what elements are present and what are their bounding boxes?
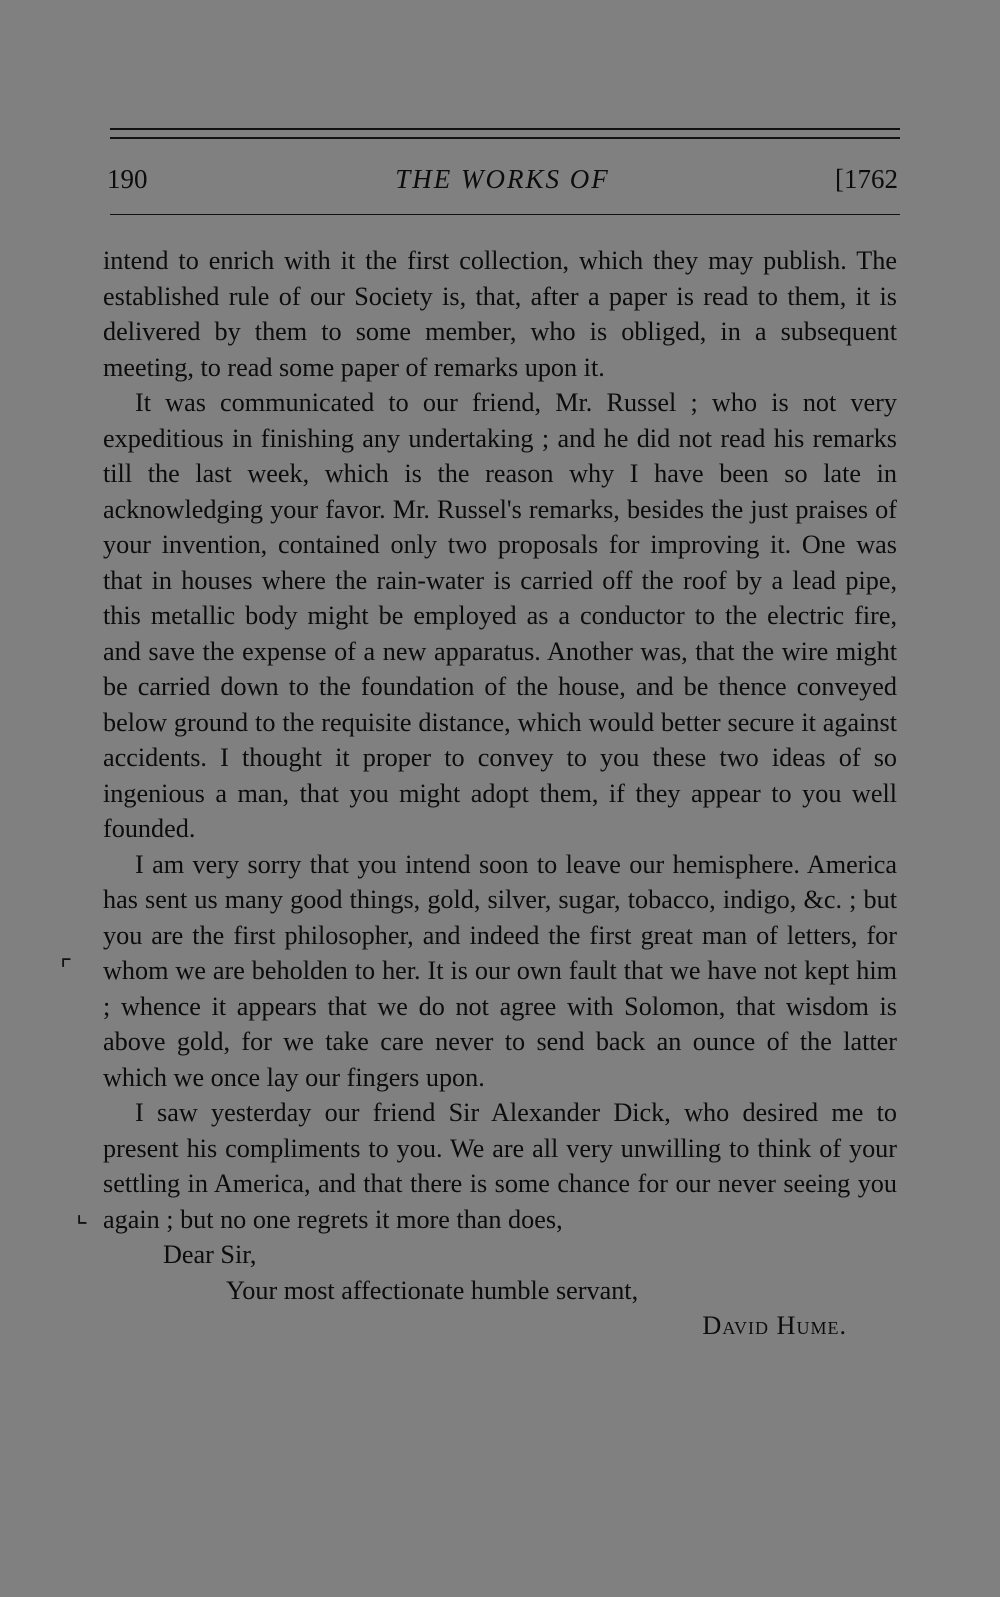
running-head [105,160,900,200]
signature: David Hume. [702,1311,847,1340]
running-year: [1762 [835,164,898,194]
salutation: Dear Sir, [163,1240,257,1269]
closing: Your most affectionate humble servant, [226,1275,639,1305]
letter-body [103,243,897,1344]
paragraph-2: It was communicated to our friend, Mr. Russel ; who is not very expeditious in finishing any undertaking ; and he did not read his remarks till the last week, which is the reason why I have been so late in acknowledging your favor. Mr. Russel's remarks, besides the just praises of your invention, contained only two proposals for improving it. One was that in houses where the rain-water is carried off the roof by a lead pipe, this metallic body might be employed as a conductor to the electric fire, and save the expense of a new apparatus. Another was, that the wire might be carried down to the foundation of the house, and be thence conveyed below ground to the requisite distance, which would better secure it against accidents. I thought it proper to convey to you these two ideas of so ingenious a man, that you might adopt them, if they appear to you well founded. [103,388,897,843]
paragraph-1: intend to enrich with it the first collection, which they may publish. The established rule of our Society is, that, after a paper is read to them, it is delivered by them to some member, who is obliged, in a subsequent meeting, to read some paper of remarks upon it. [103,246,897,382]
header-rule-second [110,137,900,139]
paragraph-4: I saw yesterday our friend Sir Alexander Dick, who desired me to present his compliments to you. We are all very unwilling to think of your settling in America, and that there is some chance for our never seeing you again ; but no one regrets it more than does, [103,1098,897,1234]
header-rule-bottom [110,214,900,215]
paragraph-3: I am very sorry that you intend soon to leave our hemisphere. America has sent us many good things, gold, silver, sugar, tobacco, indigo, &c. ; but you are the first philosopher, and indeed the first great man of letters, for whom we are beholden to her. It is our own fault that we have not kept him ; whence it appears that we do not agree with Solomon, that wisdom is above gold, for we take care never to send back an ounce of the latter which we once lay our fingers upon. [103,849,897,1092]
margin-bracket-close: ⌞ [76,1199,89,1229]
page-number: 190 [107,164,148,194]
running-title: THE WORKS OF [395,164,610,194]
header-rule-top [110,128,900,130]
margin-bracket-open: ⌜ [60,955,73,985]
